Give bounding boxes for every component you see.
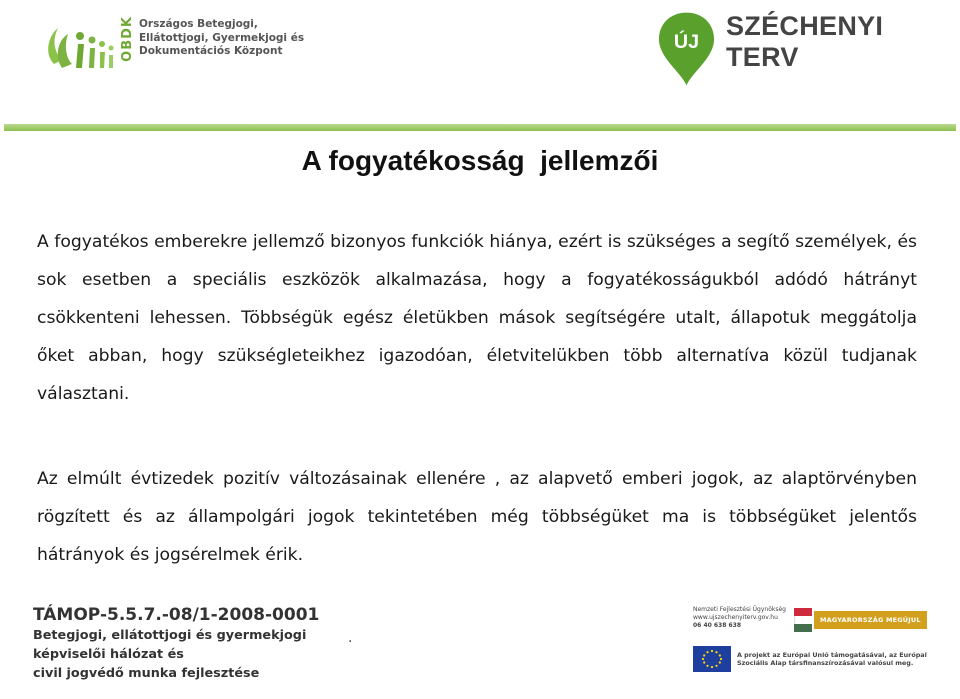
project-line: Betegjogi, ellátottjogi és gyermekjogi (33, 628, 307, 643)
szechenyi-terv-logo (655, 8, 960, 88)
obdk-logo (40, 14, 304, 78)
agency-block (693, 606, 929, 632)
header-divider (4, 124, 956, 131)
eu-flag-icon (693, 646, 731, 672)
obdk-name-line: Dokumentációs Központ (139, 45, 283, 57)
obdk-name-line: Ellátottjogi, Gyermekjogi és (139, 31, 305, 44)
obdk-name (139, 18, 304, 59)
body-paragraph-1: A fogyatékos emberekre jellemző bizonyos funkciók hiánya, ezért is szükséges a segítő személyek, és sok esetben a speciális eszközök alkalmazása, hogy a fogyatékosságukból adódó hátrányt csökkenteni lehessen. Többségük egész életükben mások segítségére utalt, állapotuk meggátolja őket abban, hogy szükségleteikhez igazodóan, életvitelükben több alternatíva közül tudjanak választani. (37, 232, 917, 404)
page-title: A fogyatékosság jellemzői (301, 145, 659, 176)
project-line: képviselői hálózat és (33, 647, 184, 662)
obdk-abbreviation: OBDK (120, 16, 135, 62)
magyarorszag-megujul-logo (794, 608, 927, 632)
project-line: civil jogvédő munka fejlesztése (33, 666, 260, 681)
body-paragraph-2: Az elmúlt évtizedek pozitív változásainak ellenére , az alapvető emberi jogok, az alaptörvényben rögzített és az állampolgári jogok tekintetében még többségüket ma is többségüket jelentős hátrányok és jogsérelmek érik. (37, 469, 917, 565)
hungarian-flag-icon (794, 608, 812, 632)
page-header (0, 0, 960, 135)
agency-phone: 06 40 638 638 (693, 622, 742, 629)
szechenyi-badge-text: ÚJ (673, 31, 700, 54)
eu-funding-line: A projekt az Európai Unió támogatásával, az Európai (737, 650, 927, 659)
eu-funding-line: Szociális Alap társfinanszírozásával valósul meg. (737, 659, 914, 667)
funding-logos (693, 606, 929, 692)
map-pin-icon (655, 8, 718, 88)
eu-funding-text (737, 651, 927, 668)
szechenyi-terv-text: SZÉCHENYI TERV (726, 11, 884, 72)
eu-block (693, 646, 929, 672)
project-info (33, 604, 319, 683)
magyarorszag-megujul-badge: MAGYARORSZÁG MEGÚJUL (814, 611, 927, 629)
stray-dot: . (348, 630, 353, 646)
agency-line: www.ujszechenyiterv.gov.hu (693, 614, 778, 621)
agency-line: Nemzeti Fejlesztési Ügynökség (693, 606, 786, 613)
obdk-name-line: Országos Betegjogi, (139, 18, 258, 30)
agency-info (693, 606, 786, 630)
project-code: TÁMOP-5.5.7.-08/1-2008-0001 (33, 605, 320, 625)
obdk-emblem-icon (40, 14, 118, 78)
